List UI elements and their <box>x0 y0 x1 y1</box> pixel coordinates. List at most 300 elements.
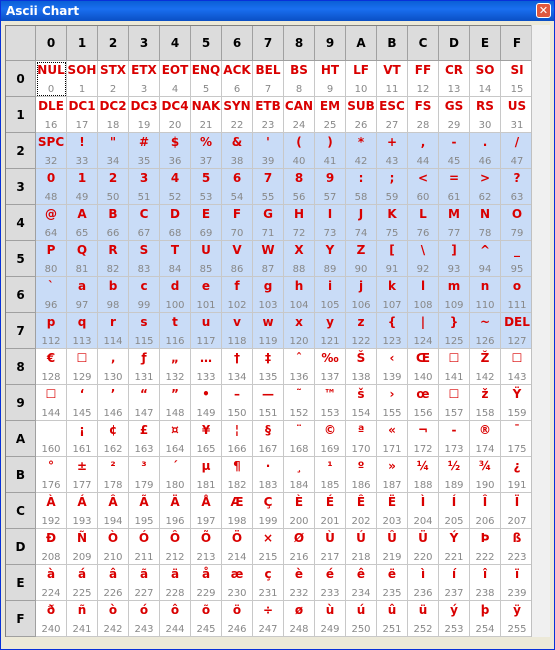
ascii-cell[interactable] <box>98 529 129 565</box>
column-header-1: 1 <box>67 26 98 61</box>
ascii-cell[interactable] <box>439 601 470 637</box>
ascii-cell[interactable] <box>98 493 129 529</box>
ascii-cell[interactable] <box>191 241 222 277</box>
char-glyph: NAK <box>191 99 221 113</box>
ascii-cell[interactable] <box>501 457 534 493</box>
ascii-cell[interactable] <box>191 529 222 565</box>
ascii-cell[interactable] <box>346 205 377 241</box>
ascii-cell[interactable] <box>284 205 315 241</box>
char-glyph: § <box>265 423 271 437</box>
char-code: 101 <box>196 300 216 311</box>
char-glyph: æ <box>230 567 244 581</box>
ascii-cell[interactable] <box>253 385 284 421</box>
ascii-cell[interactable] <box>439 565 470 601</box>
ascii-cell[interactable] <box>160 601 191 637</box>
ascii-cell[interactable] <box>284 601 315 637</box>
char-glyph: ☐ <box>76 351 88 365</box>
ascii-cell[interactable] <box>253 349 284 385</box>
ascii-cell[interactable] <box>98 385 129 421</box>
ascii-cell[interactable] <box>346 169 377 205</box>
ascii-cell[interactable] <box>377 421 408 457</box>
ascii-cell[interactable] <box>284 133 315 169</box>
ascii-cell[interactable] <box>315 133 346 169</box>
ascii-cell[interactable] <box>377 133 408 169</box>
ascii-cell[interactable] <box>315 529 346 565</box>
ascii-cell[interactable] <box>36 313 67 349</box>
ascii-cell[interactable] <box>222 169 253 205</box>
ascii-cell[interactable] <box>129 313 160 349</box>
ascii-cell[interactable] <box>408 385 439 421</box>
ascii-cell[interactable] <box>129 349 160 385</box>
ascii-cell[interactable] <box>222 457 253 493</box>
ascii-cell[interactable] <box>160 241 191 277</box>
ascii-cell[interactable] <box>377 457 408 493</box>
ascii-cell[interactable] <box>129 133 160 169</box>
ascii-cell[interactable] <box>346 61 377 97</box>
ascii-cell[interactable] <box>470 385 501 421</box>
char-code: 26 <box>354 120 368 131</box>
ascii-cell[interactable] <box>439 457 470 493</box>
char-code: 242 <box>103 624 123 635</box>
ascii-cell[interactable] <box>408 277 439 313</box>
ascii-cell[interactable] <box>377 61 408 97</box>
ascii-cell[interactable] <box>470 493 501 529</box>
ascii-cell[interactable] <box>501 205 534 241</box>
ascii-cell[interactable] <box>408 97 439 133</box>
ascii-cell[interactable] <box>36 241 67 277</box>
ascii-cell[interactable] <box>408 241 439 277</box>
ascii-cell[interactable] <box>346 277 377 313</box>
column-header-f: F <box>501 26 534 61</box>
char-glyph: 3 <box>139 171 149 185</box>
char-code: 238 <box>475 588 495 599</box>
ascii-cell[interactable] <box>98 601 129 637</box>
ascii-cell[interactable] <box>284 277 315 313</box>
ascii-cell[interactable] <box>284 169 315 205</box>
ascii-cell[interactable] <box>253 169 284 205</box>
ascii-cell[interactable] <box>129 169 160 205</box>
ascii-cell[interactable] <box>191 457 222 493</box>
ascii-cell[interactable] <box>377 385 408 421</box>
ascii-cell[interactable] <box>439 493 470 529</box>
ascii-cell[interactable] <box>470 205 501 241</box>
char-glyph: ˆ <box>296 351 302 365</box>
ascii-cell[interactable] <box>160 97 191 133</box>
ascii-cell[interactable] <box>470 169 501 205</box>
ascii-cell[interactable] <box>222 493 253 529</box>
ascii-cell[interactable] <box>408 565 439 601</box>
ascii-cell[interactable] <box>253 565 284 601</box>
ascii-cell[interactable] <box>470 565 501 601</box>
ascii-cell[interactable] <box>408 61 439 97</box>
ascii-cell[interactable] <box>191 421 222 457</box>
ascii-cell[interactable] <box>36 601 67 637</box>
ascii-cell[interactable] <box>129 421 160 457</box>
ascii-cell[interactable] <box>501 349 534 385</box>
ascii-cell[interactable] <box>284 421 315 457</box>
ascii-cell[interactable] <box>98 97 129 133</box>
ascii-cell[interactable] <box>408 493 439 529</box>
ascii-cell[interactable] <box>160 421 191 457</box>
ascii-cell[interactable] <box>377 169 408 205</box>
char-glyph: í <box>451 567 457 581</box>
ascii-cell[interactable] <box>408 457 439 493</box>
ascii-cell[interactable] <box>36 385 67 421</box>
ascii-cell[interactable] <box>439 205 470 241</box>
ascii-cell[interactable] <box>377 277 408 313</box>
ascii-cell[interactable] <box>315 169 346 205</box>
ascii-cell[interactable] <box>129 529 160 565</box>
char-glyph: ☐ <box>45 387 57 401</box>
ascii-cell[interactable] <box>160 169 191 205</box>
ascii-cell[interactable] <box>253 313 284 349</box>
ascii-cell[interactable] <box>408 601 439 637</box>
ascii-cell[interactable] <box>253 277 284 313</box>
ascii-cell[interactable] <box>98 349 129 385</box>
ascii-cell[interactable] <box>129 565 160 601</box>
ascii-cell[interactable] <box>222 601 253 637</box>
ascii-cell[interactable] <box>408 313 439 349</box>
ascii-cell[interactable] <box>160 349 191 385</box>
ascii-cell[interactable] <box>439 385 470 421</box>
ascii-cell[interactable] <box>346 493 377 529</box>
ascii-cell[interactable] <box>98 61 129 97</box>
ascii-cell[interactable] <box>67 529 98 565</box>
ascii-cell[interactable] <box>346 133 377 169</box>
ascii-cell[interactable] <box>67 313 98 349</box>
char-code: 196 <box>165 516 185 527</box>
char-code: 157 <box>444 408 464 419</box>
ascii-cell[interactable] <box>36 133 67 169</box>
ascii-cell[interactable] <box>98 565 129 601</box>
char-code: 139 <box>382 372 402 383</box>
ascii-cell[interactable] <box>253 457 284 493</box>
char-glyph: • <box>202 387 210 401</box>
ascii-cell[interactable] <box>67 241 98 277</box>
ascii-cell[interactable] <box>253 529 284 565</box>
char-code: 214 <box>227 552 247 563</box>
ascii-cell[interactable] <box>284 313 315 349</box>
ascii-cell[interactable] <box>346 313 377 349</box>
ascii-cell[interactable] <box>470 421 501 457</box>
ascii-cell[interactable] <box>501 493 534 529</box>
ascii-cell[interactable] <box>191 385 222 421</box>
ascii-cell[interactable] <box>222 61 253 97</box>
ascii-cell[interactable] <box>377 241 408 277</box>
char-code: 176 <box>41 480 61 491</box>
ascii-cell[interactable] <box>129 241 160 277</box>
ascii-cell[interactable] <box>36 421 67 457</box>
ascii-cell[interactable] <box>36 529 67 565</box>
ascii-cell[interactable] <box>36 205 67 241</box>
ascii-cell[interactable] <box>439 313 470 349</box>
ascii-cell[interactable] <box>470 529 501 565</box>
char-glyph: œ <box>416 387 430 401</box>
ascii-cell[interactable] <box>346 601 377 637</box>
char-code: 74 <box>354 228 368 239</box>
ascii-cell[interactable] <box>284 385 315 421</box>
ascii-cell[interactable] <box>98 421 129 457</box>
ascii-cell[interactable] <box>501 97 534 133</box>
char-code: 168 <box>289 444 309 455</box>
ascii-cell[interactable] <box>284 97 315 133</box>
char-code: 33 <box>75 156 89 167</box>
ascii-cell[interactable] <box>67 97 98 133</box>
ascii-cell[interactable] <box>67 385 98 421</box>
char-glyph: ¿ <box>513 459 521 473</box>
ascii-cell[interactable] <box>253 133 284 169</box>
ascii-cell[interactable] <box>36 493 67 529</box>
ascii-cell[interactable] <box>67 61 98 97</box>
ascii-cell[interactable] <box>67 457 98 493</box>
ascii-cell[interactable] <box>408 169 439 205</box>
ascii-cell[interactable] <box>377 565 408 601</box>
ascii-cell[interactable] <box>129 493 160 529</box>
ascii-cell[interactable] <box>129 61 160 97</box>
ascii-cell[interactable] <box>501 241 534 277</box>
ascii-cell[interactable] <box>98 457 129 493</box>
ascii-cell[interactable] <box>191 61 222 97</box>
ascii-cell[interactable] <box>346 385 377 421</box>
ascii-cell[interactable] <box>191 133 222 169</box>
ascii-cell[interactable] <box>284 565 315 601</box>
char-code: 231 <box>258 588 278 599</box>
ascii-cell[interactable] <box>377 601 408 637</box>
ascii-cell[interactable] <box>67 601 98 637</box>
char-code: 216 <box>289 552 309 563</box>
ascii-cell[interactable] <box>470 349 501 385</box>
ascii-cell[interactable] <box>501 385 534 421</box>
ascii-cell[interactable] <box>501 313 534 349</box>
char-code: 200 <box>289 516 309 527</box>
ascii-cell[interactable] <box>67 349 98 385</box>
ascii-cell[interactable] <box>501 61 534 97</box>
ascii-cell[interactable] <box>222 205 253 241</box>
ascii-cell[interactable] <box>470 61 501 97</box>
ascii-cell[interactable] <box>98 205 129 241</box>
ascii-cell[interactable] <box>315 205 346 241</box>
ascii-cell[interactable] <box>315 565 346 601</box>
ascii-cell[interactable] <box>470 97 501 133</box>
ascii-cell[interactable] <box>346 457 377 493</box>
ascii-cell[interactable] <box>222 133 253 169</box>
char-code: 191 <box>507 480 527 491</box>
ascii-cell[interactable] <box>129 205 160 241</box>
ascii-cell[interactable] <box>501 277 534 313</box>
ascii-cell[interactable] <box>98 241 129 277</box>
ascii-cell[interactable] <box>253 493 284 529</box>
ascii-cell[interactable] <box>470 457 501 493</box>
ascii-cell[interactable] <box>253 61 284 97</box>
ascii-cell[interactable] <box>222 421 253 457</box>
ascii-cell[interactable] <box>315 457 346 493</box>
ascii-cell[interactable] <box>408 349 439 385</box>
ascii-cell[interactable] <box>222 277 253 313</box>
ascii-cell[interactable] <box>191 205 222 241</box>
ascii-cell[interactable] <box>377 313 408 349</box>
ascii-cell[interactable] <box>160 61 191 97</box>
ascii-cell[interactable] <box>191 313 222 349</box>
ascii-cell[interactable] <box>470 241 501 277</box>
ascii-cell[interactable] <box>67 205 98 241</box>
ascii-cell[interactable] <box>253 421 284 457</box>
ascii-cell[interactable] <box>284 529 315 565</box>
ascii-cell[interactable] <box>222 385 253 421</box>
ascii-cell[interactable] <box>222 241 253 277</box>
ascii-cell[interactable] <box>191 169 222 205</box>
ascii-cell[interactable] <box>160 313 191 349</box>
ascii-cell[interactable] <box>67 493 98 529</box>
ascii-cell[interactable] <box>191 601 222 637</box>
ascii-cell[interactable] <box>501 601 534 637</box>
ascii-cell[interactable] <box>67 133 98 169</box>
ascii-cell[interactable] <box>408 133 439 169</box>
ascii-cell[interactable] <box>67 169 98 205</box>
ascii-cell[interactable] <box>501 565 534 601</box>
ascii-cell[interactable] <box>315 241 346 277</box>
ascii-cell[interactable] <box>67 421 98 457</box>
ascii-cell[interactable] <box>129 385 160 421</box>
ascii-cell[interactable] <box>129 601 160 637</box>
char-glyph: 1 <box>77 171 87 185</box>
ascii-cell[interactable] <box>501 529 534 565</box>
ascii-cell[interactable] <box>191 349 222 385</box>
ascii-cell[interactable] <box>315 385 346 421</box>
ascii-cell[interactable] <box>346 349 377 385</box>
ascii-cell[interactable] <box>129 457 160 493</box>
ascii-cell[interactable] <box>315 349 346 385</box>
ascii-cell[interactable] <box>129 277 160 313</box>
ascii-cell[interactable] <box>470 133 501 169</box>
ascii-cell[interactable] <box>315 421 346 457</box>
ascii-cell[interactable] <box>408 529 439 565</box>
ascii-cell[interactable] <box>284 493 315 529</box>
ascii-cell[interactable] <box>346 421 377 457</box>
ascii-cell[interactable] <box>439 349 470 385</box>
ascii-cell[interactable] <box>284 241 315 277</box>
ascii-cell[interactable] <box>36 349 67 385</box>
ascii-cell[interactable] <box>160 205 191 241</box>
ascii-cell[interactable] <box>470 601 501 637</box>
ascii-cell[interactable] <box>315 601 346 637</box>
ascii-cell[interactable] <box>377 529 408 565</box>
char-glyph: BEL <box>255 63 281 77</box>
ascii-cell[interactable] <box>315 61 346 97</box>
ascii-cell[interactable] <box>160 385 191 421</box>
char-glyph: r <box>110 315 116 329</box>
ascii-cell[interactable] <box>315 313 346 349</box>
ascii-cell[interactable] <box>36 457 67 493</box>
ascii-cell[interactable] <box>346 97 377 133</box>
char-code: 201 <box>320 516 340 527</box>
ascii-cell[interactable] <box>439 241 470 277</box>
char-glyph: ‡ <box>265 351 271 365</box>
ascii-cell[interactable] <box>222 529 253 565</box>
ascii-cell[interactable] <box>439 421 470 457</box>
ascii-cell[interactable] <box>36 277 67 313</box>
ascii-cell[interactable] <box>160 457 191 493</box>
ascii-cell[interactable] <box>160 565 191 601</box>
ascii-cell[interactable] <box>222 97 253 133</box>
ascii-cell[interactable] <box>36 61 67 97</box>
ascii-cell[interactable] <box>470 277 501 313</box>
char-code: 100 <box>165 300 185 311</box>
ascii-cell[interactable] <box>377 205 408 241</box>
close-button[interactable] <box>536 3 551 18</box>
ascii-cell[interactable] <box>501 421 534 457</box>
ascii-cell[interactable] <box>346 529 377 565</box>
char-glyph: ‹ <box>389 351 395 365</box>
ascii-cell[interactable] <box>36 169 67 205</box>
char-code: 182 <box>227 480 247 491</box>
ascii-cell[interactable] <box>284 349 315 385</box>
title-bar[interactable] <box>1 1 554 21</box>
ascii-cell[interactable] <box>191 565 222 601</box>
ascii-cell[interactable] <box>160 277 191 313</box>
ascii-cell[interactable] <box>470 313 501 349</box>
ascii-cell[interactable] <box>98 133 129 169</box>
ascii-cell[interactable] <box>315 277 346 313</box>
ascii-cell[interactable] <box>98 313 129 349</box>
ascii-cell[interactable] <box>439 133 470 169</box>
char-code: 1 <box>78 84 86 95</box>
char-glyph: ð <box>46 603 56 617</box>
ascii-cell[interactable] <box>439 97 470 133</box>
char-glyph: SUB <box>347 99 375 113</box>
ascii-cell[interactable] <box>253 205 284 241</box>
ascii-cell[interactable] <box>439 169 470 205</box>
ascii-cell[interactable] <box>315 493 346 529</box>
ascii-cell[interactable] <box>501 169 534 205</box>
ascii-cell[interactable] <box>253 601 284 637</box>
ascii-cell[interactable] <box>36 97 67 133</box>
ascii-cell[interactable] <box>222 565 253 601</box>
ascii-cell[interactable] <box>408 205 439 241</box>
ascii-cell[interactable] <box>439 529 470 565</box>
ascii-cell[interactable] <box>98 169 129 205</box>
ascii-cell[interactable] <box>191 97 222 133</box>
ascii-cell[interactable] <box>160 133 191 169</box>
ascii-cell[interactable] <box>160 493 191 529</box>
ascii-cell[interactable] <box>98 277 129 313</box>
ascii-cell[interactable] <box>377 97 408 133</box>
ascii-cell[interactable] <box>501 133 534 169</box>
ascii-cell[interactable] <box>222 349 253 385</box>
char-code: 12 <box>416 84 430 95</box>
ascii-cell[interactable] <box>129 97 160 133</box>
char-glyph: þ <box>480 603 490 617</box>
ascii-cell[interactable] <box>222 313 253 349</box>
ascii-cell[interactable] <box>408 421 439 457</box>
ascii-cell[interactable] <box>315 97 346 133</box>
ascii-cell[interactable] <box>160 529 191 565</box>
ascii-cell[interactable] <box>191 277 222 313</box>
ascii-cell[interactable] <box>67 565 98 601</box>
ascii-cell[interactable] <box>346 565 377 601</box>
ascii-cell[interactable] <box>191 493 222 529</box>
ascii-cell[interactable] <box>346 241 377 277</box>
ascii-cell[interactable] <box>253 241 284 277</box>
ascii-cell[interactable] <box>439 277 470 313</box>
ascii-cell[interactable] <box>253 97 284 133</box>
ascii-cell[interactable] <box>284 457 315 493</box>
ascii-cell[interactable] <box>67 277 98 313</box>
ascii-cell[interactable] <box>377 349 408 385</box>
ascii-cell[interactable] <box>36 565 67 601</box>
ascii-cell[interactable] <box>377 493 408 529</box>
ascii-cell[interactable] <box>284 61 315 97</box>
ascii-cell[interactable] <box>439 61 470 97</box>
